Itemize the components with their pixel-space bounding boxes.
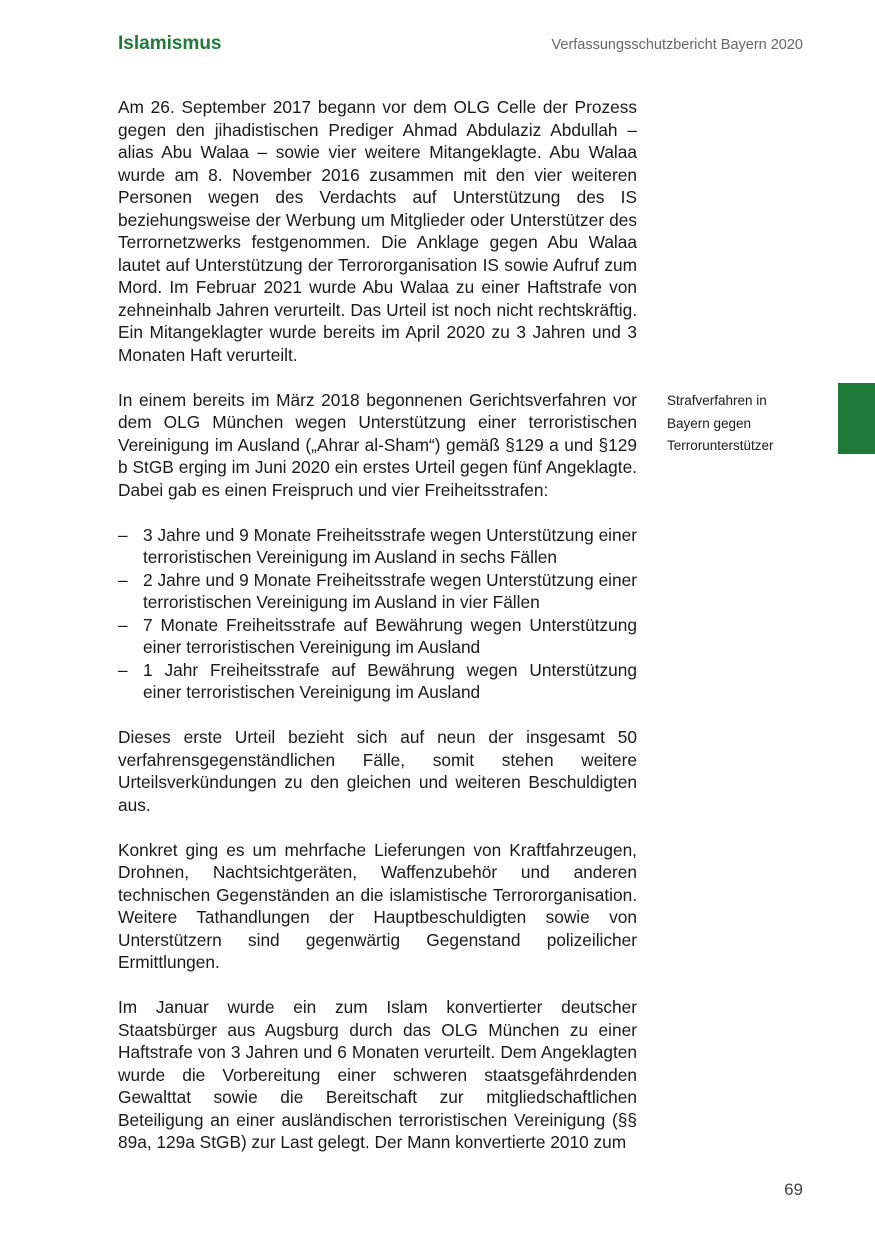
chapter-tab-marker bbox=[838, 383, 875, 454]
paragraph: Im Januar wurde ein zum Islam konvertierter deutscher Staatsbürger aus Augsburg durch das OLG München zu einer Haftstrafe von 3 Jahren und 6 Monaten verurteilt. Dem Angeklagten wurde die Vorbereitung einer schweren staatsgefährdenden Gewalttat sowie die Bereitschaft zur mitgliedschaftlichen Beteiligung an einer ausländischen terroristischen Vereinigung (§§ 89a, 129a StGB) zur Last gelegt. Der Mann konvertierte 2010 zum bbox=[118, 997, 637, 1152]
paragraph: Dieses erste Urteil bezieht sich auf neun der insgesamt 50 verfahrensgegenständlichen Fälle, somit stehen weitere Urteilsverkündungen zu den gleichen und weiteren Beschuldigten aus. bbox=[118, 727, 637, 815]
margin-note-line: Strafverfahren in bbox=[667, 393, 767, 408]
paragraph: Am 26. September 2017 begann vor dem OLG Celle der Prozess gegen den jihadistischen Prediger Ahmad Abdulaziz Abdullah – alias Abu Walaa – sowie vier weitere Mitangeklagte. Abu Walaa wurde am 8. November 2016 zusammen mit den vier weiteren Personen wegen des Verdachts auf Unterstützung des IS beziehungsweise der Werbung um Mitglieder oder Unterstützer des Terrornetzwerks festgenommen. Die Anklage gegen Abu Walaa lautet auf Unterstützung der Terrororganisation IS sowie Aufruf zum Mord. Im Februar 2021 wurde Abu Walaa zu einer Haftstrafe von zehneinhalb Jahren verurteilt. Das Urteil ist noch nicht rechtskräftig. Ein Mitangeklagter wurde bereits im April 2020 zu 3 Jahren und 3 Monaten Haft verurteilt. bbox=[118, 97, 637, 365]
paragraph: Konkret ging es um mehrfache Lieferungen von Kraftfahrzeugen, Drohnen, Nachtsichtgeräten, Waffenzubehör und anderen technischen Gegenständen an die islamistische Terrororganisation. Weitere Tathandlungen der Hauptbeschuldigten sowie von Unterstützern sind gegenwärtig Gegenstand polizeilicher Ermittlungen. bbox=[118, 839, 637, 972]
section-title: Islamismus bbox=[118, 33, 222, 54]
list-item: – 7 Monate Freiheitsstrafe auf Bewährung wegen Unterstützung einer terroristischen Vereinigung im Ausland bbox=[118, 614, 637, 659]
main-text bbox=[118, 96, 637, 1154]
report-title: Verfassungsschutzbericht Bayern 2020 bbox=[551, 37, 803, 53]
list-item: – 1 Jahr Freiheitsstrafe auf Bewährung wegen Unterstützung einer terroristischen Vereinigung im Ausland bbox=[118, 659, 637, 704]
page-number: 69 bbox=[784, 1180, 803, 1199]
list-item: – 3 Jahre und 9 Monate Freiheitsstrafe wegen Unterstützung einer terroristischen Vereinigung im Ausland in sechs Fällen bbox=[118, 524, 637, 569]
sentence-list bbox=[118, 524, 637, 704]
margin-note-line: Bayern gegen bbox=[667, 415, 752, 431]
list-item: – 2 Jahre und 9 Monate Freiheitsstrafe wegen Unterstützung einer terroristischen Vereinigung im Ausland in vier Fällen bbox=[118, 569, 637, 614]
margin-note-line: Terrorunterstützer bbox=[667, 438, 774, 453]
margin-note bbox=[667, 390, 774, 458]
paragraph: In einem bereits im März 2018 begonnenen Gerichtsverfahren vor dem OLG München wegen Unterstützung einer terroristischen Vereinigung im Ausland („Ahrar al-Sham“) gemäß §129 a und §129 b StGB erging im Juni 2020 ein erstes Urteil gegen fünf Angeklagte. Dabei gab es einen Freispruch und vier Freiheitsstrafen: bbox=[118, 389, 637, 500]
